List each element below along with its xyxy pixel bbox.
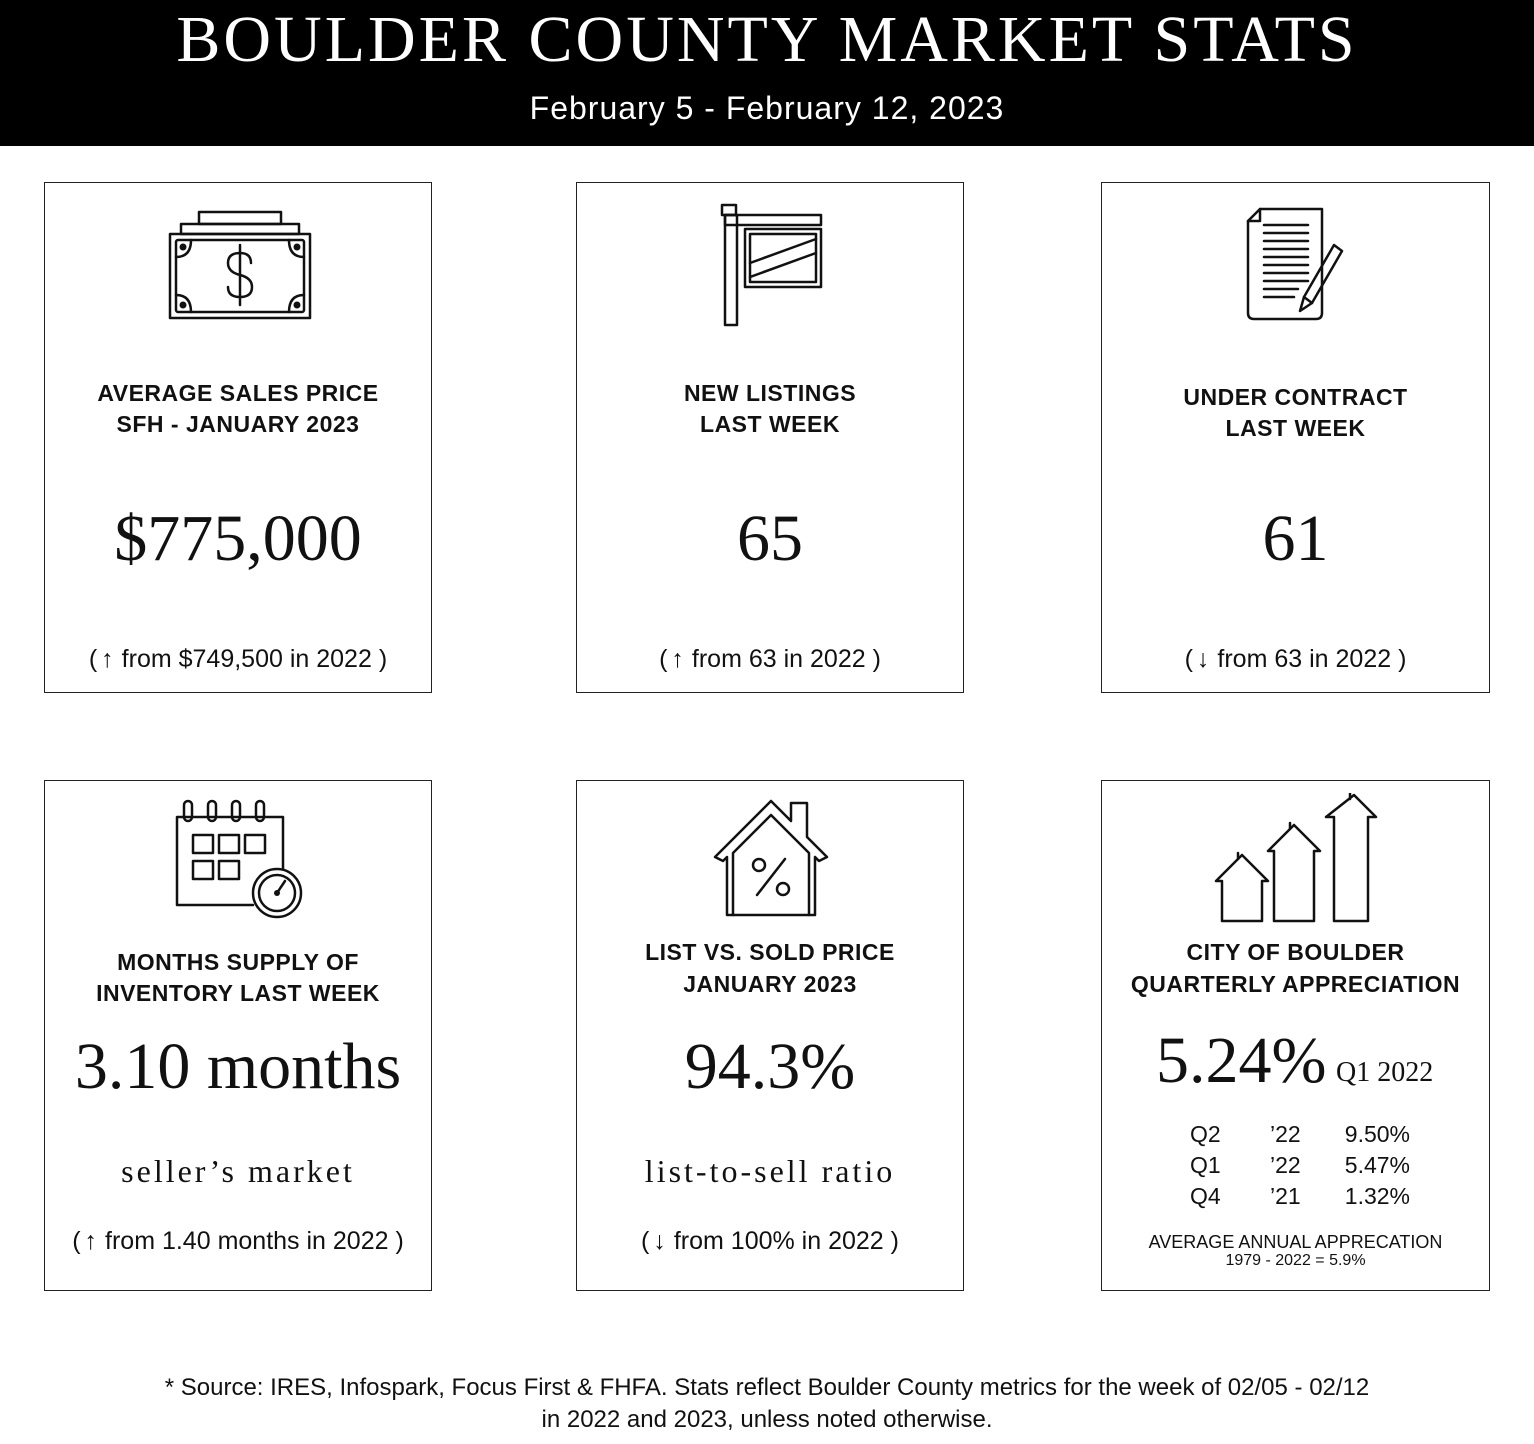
stat-value: 61 <box>1262 502 1329 575</box>
comparison-value: from 100% in 2022 <box>673 1227 884 1255</box>
comparison-text <box>577 1225 963 1257</box>
label-line-1: UNDER CONTRACT <box>1183 384 1408 410</box>
paren-close: ) <box>890 1227 899 1255</box>
comparison-text <box>45 643 431 675</box>
header-banner <box>0 0 1534 146</box>
label-line-2: LAST WEEK <box>1225 415 1366 441</box>
paren-open: ( <box>659 645 668 673</box>
label-line-1: AVERAGE SALES PRICE <box>97 380 379 406</box>
paren-close: ) <box>1398 645 1407 673</box>
arrow-up-icon: ↑ <box>101 645 114 673</box>
label-line-1: NEW LISTINGS <box>683 380 857 406</box>
contract-pen-icon <box>1242 205 1352 325</box>
paren-close: ) <box>378 645 388 673</box>
arrow-up-icon: ↑ <box>84 1227 98 1255</box>
card-under-contract <box>1101 182 1490 693</box>
paren-open: ( <box>641 1227 650 1255</box>
source-footnote <box>0 1372 1534 1436</box>
arrow-down-icon: ↓ <box>1196 645 1210 673</box>
for-sale-sign-icon <box>717 201 827 329</box>
date-range: February 5 - February 12, 2023 <box>529 90 1005 126</box>
comparison-value: from 63 in 2022 <box>1217 645 1392 673</box>
quarter-row <box>1190 1119 1410 1149</box>
stat-subtitle: seller’s market <box>121 1153 355 1189</box>
rising-houses-icon <box>1214 793 1378 923</box>
paren-close: ) <box>395 1227 404 1255</box>
quarter-label: Q2 <box>1190 1121 1221 1147</box>
arrow-up-icon: ↑ <box>671 645 684 673</box>
average-appreciation-value: 1979 - 2022 = 5.9% <box>1225 1252 1366 1269</box>
label-line-2: JANUARY 2023 <box>683 971 857 997</box>
footnote-line-1: * Source: IRES, Infospark, Focus First & FHFA. Stats reflect Boulder County metrics for the week of 02/05 - 02/12 <box>164 1374 1370 1401</box>
quarter-year: ’22 <box>1270 1152 1301 1178</box>
comparison-value: from 1.40 months in 2022 <box>105 1227 389 1255</box>
card-months-supply <box>44 780 432 1291</box>
comparison-value: from 63 in 2022 <box>691 645 866 673</box>
money-icon <box>167 209 313 321</box>
arrow-down-icon: ↓ <box>653 1227 666 1255</box>
headline-value-row <box>1152 1021 1452 1101</box>
quarter-row <box>1190 1150 1410 1180</box>
comparison-text <box>45 1225 431 1257</box>
card-new-listings <box>576 182 964 693</box>
card-list-vs-sold <box>576 780 964 1291</box>
quarter-value: 9.50% <box>1344 1121 1410 1147</box>
house-percent-icon <box>711 797 831 921</box>
card-average-sales-price <box>44 182 432 693</box>
stat-subtitle: list-to-sell ratio <box>644 1153 896 1189</box>
stat-value: 65 <box>737 502 803 575</box>
quarter-label: Q1 <box>1190 1152 1221 1178</box>
paren-open: ( <box>72 1227 81 1255</box>
label-line-2: QUARTERLY APPRECIATION <box>1130 971 1461 997</box>
page-title: BOULDER COUNTY MARKET STATS <box>176 3 1358 76</box>
paren-close: ) <box>872 645 881 673</box>
stat-value: 5.24% <box>1156 1024 1327 1097</box>
paren-open: ( <box>1184 645 1193 673</box>
comparison-text <box>1102 643 1489 675</box>
label-line-1: MONTHS SUPPLY OF <box>117 949 359 975</box>
quarter-value: 5.47% <box>1344 1152 1410 1178</box>
label-line-1: CITY OF BOULDER <box>1186 939 1405 965</box>
footnote-line-2: in 2022 and 2023, unless noted otherwise. <box>541 1406 993 1433</box>
paren-open: ( <box>88 645 98 673</box>
card-quarterly-appreciation <box>1101 780 1490 1291</box>
comparison-text <box>577 643 963 675</box>
stat-value: $775,000 <box>114 502 362 575</box>
label-line-2: INVENTORY LAST WEEK <box>96 980 380 1006</box>
quarter-label: Q4 <box>1190 1183 1221 1209</box>
average-appreciation-title: AVERAGE ANNUAL APPRECATION <box>1148 1232 1443 1252</box>
comparison-value: from $749,500 in 2022 <box>121 645 372 673</box>
stat-value: 3.10 months <box>74 1030 402 1103</box>
stat-period: Q1 2022 <box>1336 1057 1434 1088</box>
stat-value: 94.3% <box>684 1030 856 1103</box>
quarter-value: 1.32% <box>1344 1183 1410 1209</box>
label-line-1: LIST VS. SOLD PRICE <box>645 939 895 965</box>
label-line-2: LAST WEEK <box>700 411 840 437</box>
quarter-year: ’21 <box>1270 1183 1301 1209</box>
quarter-row <box>1190 1181 1410 1211</box>
label-line-2: SFH - JANUARY 2023 <box>116 411 360 437</box>
quarter-year: ’22 <box>1270 1121 1301 1147</box>
calendar-clock-icon <box>173 797 305 921</box>
